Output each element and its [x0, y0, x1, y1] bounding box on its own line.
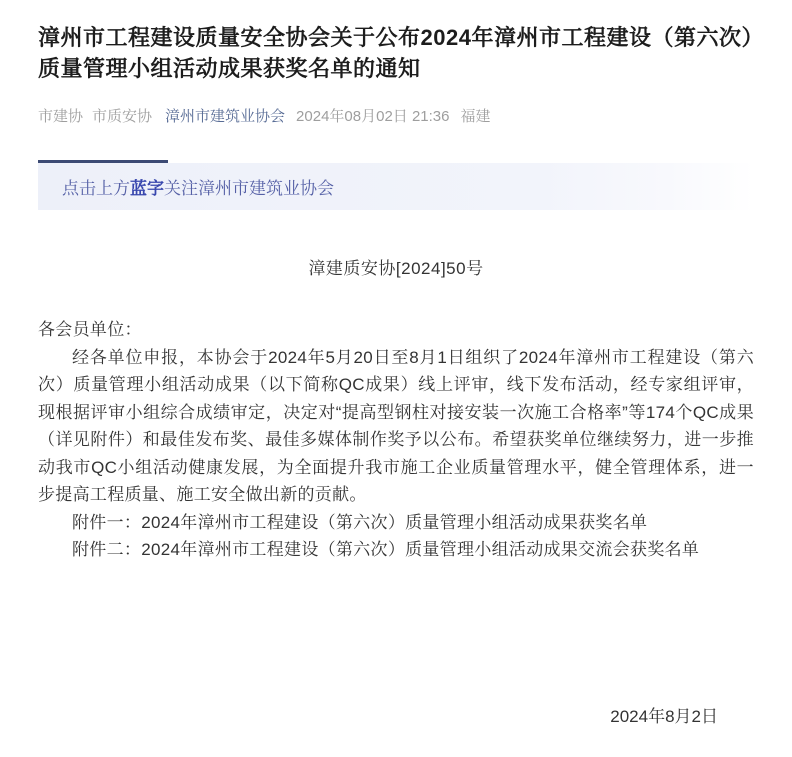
attachment-line-2: 附件二：2024年漳州市工程建设（第六次）质量管理小组活动成果交流会获奖名单 — [72, 540, 700, 559]
meta-tag-quality-safety: 市质安协 — [92, 108, 153, 125]
article-meta — [38, 105, 754, 126]
salutation: 各会员单位： — [38, 320, 142, 339]
publish-location: 福建 — [460, 108, 491, 125]
follow-banner — [38, 160, 754, 210]
banner-text-highlight: 蓝字 — [130, 179, 164, 198]
meta-tag-city-construction: 市建协 — [38, 108, 84, 125]
banner-box — [38, 163, 754, 210]
publish-datetime: 2024年08月02日 21:36 — [296, 108, 450, 125]
main-paragraph: 经各单位申报，本协会于2024年5月20日至8月1日组织了2024年漳州市工程建设（第六次）质量管理小组活动成果（以下简称QC成果）线上评审，线下发布活动，经专家组评审，现根据评审小组综合成绩审定，决定对“提高型钢柱对接安装一次施工合格率”等174个QC成果（详见附件）和最佳发布奖、最佳多媒体制作奖予以公布。希望获奖单位继续努力，进一步推动我市QC小组活动健康发展，为全面提升我市施工企业质量管理水平，健全管理体系，进一步提高工程质量、施工安全做出新的贡献。 — [38, 347, 754, 504]
account-name-link[interactable]: 漳州市建筑业协会 — [165, 108, 286, 125]
banner-text-prefix: 点击上方 — [62, 179, 130, 198]
attachment-line-1: 附件一：2024年漳州市工程建设（第六次）质量管理小组活动成果获奖名单 — [72, 512, 648, 532]
document-number: 漳建质安协[2024]50号 — [308, 259, 484, 278]
article-title: 漳州市工程建设质量安全协会关于公布2024年漳州市工程建设（第六次）质量管理小组活动成果获奖名单的通知 — [38, 25, 753, 81]
banner-text-suffix: 关注漳州市建筑业协会 — [164, 179, 334, 198]
document-body — [38, 316, 754, 564]
document-date: 2024年8月2日 — [610, 706, 718, 726]
